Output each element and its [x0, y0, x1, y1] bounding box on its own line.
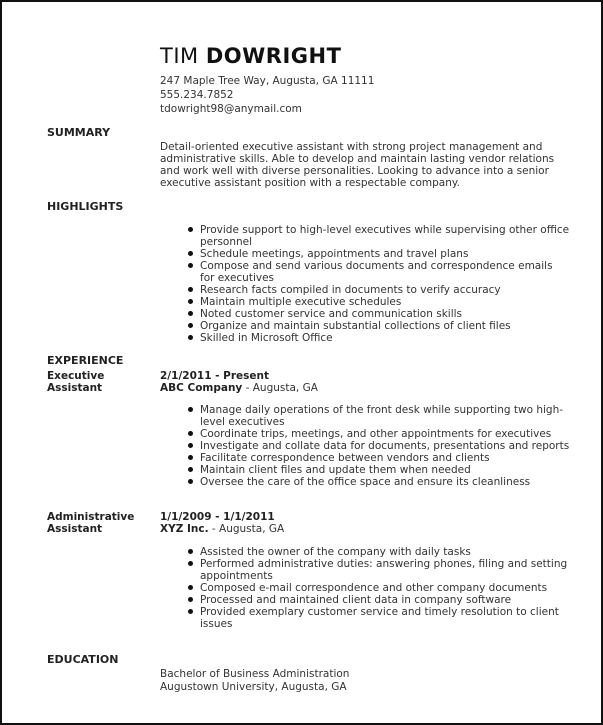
company-location: - Augusta, GA [208, 523, 285, 535]
list-item: Performed administrative duties: answering phones, filing and setting appointments [200, 558, 570, 582]
job-company [160, 382, 318, 394]
list-item: Manage daily operations of the front desk while supporting two high-level executives [200, 404, 570, 428]
list-item: Skilled in Microsoft Office [200, 332, 570, 344]
list-item: Oversee the care of the office space and ensure its cleanliness [200, 476, 570, 488]
highlights-heading: HIGHLIGHTS [47, 200, 124, 213]
job-dates: 2/1/2011 - Present [160, 370, 270, 382]
list-item: Composed e-mail correspondence and other company documents [200, 582, 570, 594]
list-item: Coordinate trips, meetings, and other appointments for executives [200, 428, 570, 440]
email: tdowright98@anymail.com [160, 103, 302, 115]
job-duties-list [200, 404, 570, 488]
phone: 555.234.7852 [160, 89, 234, 101]
list-item: Processed and maintained client data in company software [200, 594, 570, 606]
list-item: Provided exemplary customer service and timely resolution to client issues [200, 606, 570, 630]
degree: Bachelor of Business Administration [160, 668, 350, 680]
job-duties-list [200, 546, 570, 630]
last-name: DOWRIGHT [205, 44, 342, 68]
education-details [160, 668, 349, 694]
list-item: Maintain client files and update them when needed [200, 464, 570, 476]
company-location: - Augusta, GA [242, 382, 318, 394]
list-item: Schedule meetings, appointments and travel plans [200, 248, 570, 260]
list-item: Maintain multiple executive schedules [200, 296, 570, 308]
list-item: Noted customer service and communication skills [200, 308, 570, 320]
list-item: Assisted the owner of the company with daily tasks [200, 546, 570, 558]
list-item: Compose and send various documents and correspondence emails for executives [200, 260, 570, 284]
job-dates: 1/1/2009 - 1/1/2011 [160, 511, 275, 523]
address: 247 Maple Tree Way, Augusta, GA 11111 [160, 75, 375, 87]
highlights-list [200, 224, 570, 344]
company-name: XYZ Inc. [160, 523, 209, 535]
school: Augustown University, Augusta, GA [160, 681, 347, 693]
list-item: Organize and maintain substantial collections of client files [200, 320, 570, 332]
job-meta [160, 370, 318, 394]
job-title: Administrative Assistant [47, 511, 135, 535]
job-title: Executive Assistant [47, 370, 105, 394]
summary-text: Detail-oriented executive assistant with strong project management and administrative skills. Able to develop and maintain lasting vendor relations and work well with diverse personalities. Looking to advance into a senior executive assistant position with a respectable company. [160, 141, 555, 189]
list-item: Facilitate correspondence between vendors and clients [200, 452, 570, 464]
first-name: TIM [160, 44, 199, 68]
contact-info [160, 74, 374, 116]
summary-heading: SUMMARY [47, 126, 111, 139]
list-item: Research facts compiled in documents to verify accuracy [200, 284, 570, 296]
job-company [160, 523, 284, 535]
company-name: ABC Company [160, 382, 243, 394]
list-item: Investigate and collate data for documents, presentations and reports [200, 440, 570, 452]
job-meta [160, 511, 284, 535]
candidate-name [160, 44, 341, 68]
list-item: Provide support to high-level executives while supervising other office personnel [200, 224, 570, 248]
experience-heading: EXPERIENCE [47, 354, 124, 367]
education-heading: EDUCATION [47, 653, 119, 666]
